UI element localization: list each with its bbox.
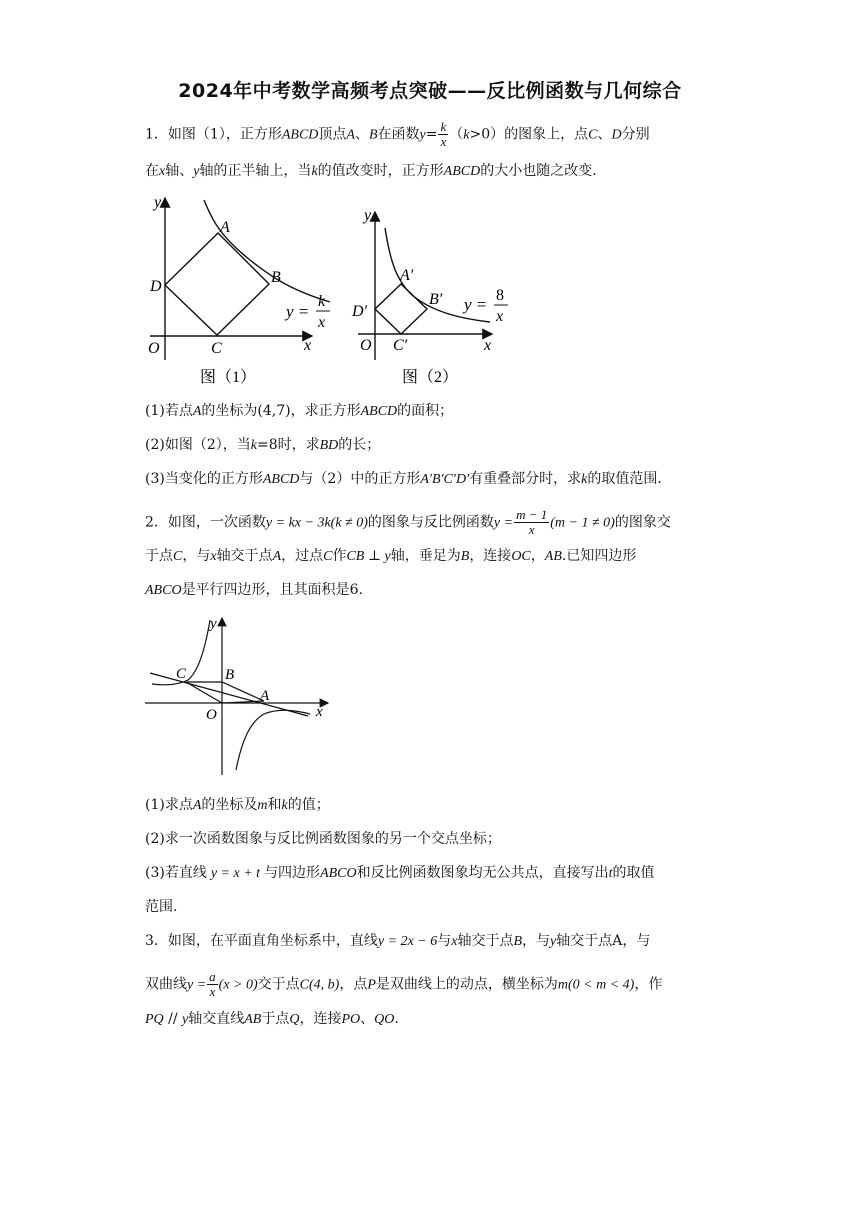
text-span: 3． (145, 933, 168, 949)
text-span: QO (374, 1012, 395, 1027)
text-span: 和反比例函数图象均无公共点，直接写出 (356, 865, 609, 881)
fig2-point-d: D′ (352, 303, 368, 320)
q2-part-3 (145, 864, 655, 883)
figure-2 (350, 200, 520, 390)
text-span: 的坐标及 (201, 797, 258, 813)
text-span: 与 (437, 933, 452, 949)
text-span: 轴、 (165, 163, 194, 179)
fig1-point-b: B (271, 269, 281, 286)
text-span: 的大小也随之改变. (480, 163, 597, 179)
text-span: k (281, 798, 288, 813)
text-span: ABCD (443, 164, 481, 179)
text-span: （ (449, 126, 464, 143)
text-span: AB (244, 1012, 262, 1027)
text-span: 于点 (261, 1011, 290, 1027)
text-span: 和 (267, 797, 282, 813)
fig-q2-x-label: x (316, 704, 323, 720)
fig2-x-label: x (484, 337, 492, 354)
text-span: y (419, 127, 426, 143)
fig-q2-point-a: A (260, 688, 270, 704)
text-span: ，连接 (469, 548, 512, 564)
text-span: OC (511, 549, 531, 564)
text-span: k (311, 164, 318, 179)
text-span: (m − 1 ≠ 0) (550, 515, 615, 531)
text-span: 在函数 (377, 126, 420, 143)
text-span: m(0 < m < 4) (557, 977, 635, 993)
text-span: 轴交直线 (188, 1011, 245, 1027)
q2-part-3-cont (145, 898, 177, 916)
text-span: 的图象与反比例函数 (367, 514, 494, 531)
text-span: =8时，求 (256, 437, 320, 453)
text-span: 是双曲线上的动点，横坐标为 (375, 976, 558, 993)
fig2-point-a: A′ (400, 267, 414, 284)
fig-q2-origin-label: O (206, 707, 217, 723)
fig1-x-label: x (304, 337, 312, 354)
text-span: >0）的图象上，点 (469, 126, 589, 143)
text-span: 如图（1），正方形 (167, 126, 282, 143)
text-span: 的长； (338, 437, 381, 453)
text-span: 、 (360, 1011, 375, 1027)
text-span: 轴交于点 (457, 933, 514, 949)
text-span: CB ⊥ y (346, 549, 391, 564)
fig1-point-c: C (211, 340, 222, 357)
text-span: k (440, 119, 447, 134)
text-span: 、 (597, 126, 612, 143)
text-span: C (323, 549, 333, 564)
q1-line-1 (145, 120, 650, 149)
figure-1 (140, 190, 340, 390)
q2-line-3 (145, 581, 363, 600)
text-span: 分别 (621, 126, 650, 143)
text-span: B (368, 127, 378, 143)
text-span: y (182, 1012, 189, 1027)
text-span: B (460, 549, 470, 564)
text-span: 在 (145, 163, 159, 179)
text-span: 轴交于点 (216, 548, 273, 564)
text-span: ，点 (339, 976, 368, 993)
fig1-y-label: y (154, 194, 162, 211)
text-span: ，连接 (299, 1011, 342, 1027)
text-span: ，与 (182, 548, 211, 564)
text-span: ，与 (622, 933, 651, 949)
fig1-point-d: D (150, 278, 162, 295)
text-span: . (394, 1011, 399, 1027)
text-span: 如图，一次函数 (167, 514, 266, 531)
text-span: A (346, 127, 355, 143)
q3-line-2 (145, 970, 662, 999)
text-span: (x > 0) (218, 977, 258, 993)
text-span: // (163, 1011, 183, 1027)
text-span: P (367, 977, 376, 993)
text-span: C (173, 549, 183, 564)
text-span: k (463, 127, 470, 143)
text-span: C (588, 127, 598, 143)
text-span: 范围. (145, 899, 178, 915)
fig1-func-den: x (318, 314, 326, 331)
fraction-a-over-x (207, 970, 218, 999)
text-span: 于点 (145, 548, 173, 564)
text-span: 1． (145, 126, 168, 143)
text-span: 的取值范围. (587, 471, 662, 487)
text-span: (2)求一次函数图象与反比例函数图象的另一个交点坐标； (145, 831, 501, 847)
text-span: y (550, 934, 557, 949)
text-span: 的面积； (397, 403, 454, 419)
text-span: AB (544, 549, 562, 564)
text-span: 轴交于点 (556, 933, 613, 949)
text-span: y = (493, 515, 514, 531)
fraction-k-over-x (438, 120, 448, 149)
text-span: 的取值 (612, 865, 655, 881)
text-span: A (192, 798, 202, 813)
fig2-func-den: x (496, 308, 504, 325)
fig-q2-y-label: y (210, 616, 217, 632)
text-span: BD (319, 438, 339, 453)
text-span: (2)如图（2），当 (145, 437, 251, 453)
text-span: 6 (349, 582, 359, 598)
text-span: .已知四边形 (561, 548, 637, 564)
text-span: . (358, 582, 363, 598)
text-span: k (581, 472, 588, 487)
text-span: x (440, 134, 447, 149)
text-span: = (425, 126, 438, 143)
text-span: D (611, 127, 622, 143)
q1-part-1 (145, 402, 453, 421)
text-span: (3)当变化的正方形 (145, 471, 263, 487)
text-span: A (612, 933, 623, 949)
document-title: 2024年中考数学高频考点突破——反比例函数与几何综合 (178, 80, 682, 102)
fig2-y-label: y (364, 207, 372, 224)
text-span: 是平行四边形，且其面积是 (181, 582, 350, 598)
text-span: 作 (332, 548, 347, 564)
fig2-origin-label: O (360, 337, 372, 354)
text-span: y (193, 164, 200, 179)
q1-part-2 (145, 436, 380, 455)
text-span: ，与 (522, 933, 551, 949)
text-span: m − 1 (516, 507, 548, 522)
fig2-caption: 图（2） (402, 369, 459, 386)
text-span: 有重叠部分时，求 (469, 471, 582, 487)
text-span: (k ≠ 0) (330, 515, 368, 531)
text-span: ABCO (145, 583, 182, 598)
text-span: m (257, 798, 268, 813)
text-span: 的值改变时，正方形 (317, 163, 444, 179)
q2-part-2 (145, 830, 501, 848)
text-span: x (451, 934, 458, 949)
text-span: A (192, 404, 202, 419)
fig1-caption: 图（1） (200, 369, 257, 386)
text-span: 轴的正半轴上，当 (199, 163, 312, 179)
text-span: t (608, 866, 613, 881)
text-span: 的图象交 (614, 514, 671, 531)
text-span: ，过点 (281, 548, 324, 564)
text-span: y = (187, 977, 207, 993)
text-span: ABCD (262, 472, 300, 487)
text-span: 与四边形 (264, 865, 321, 881)
fig1-point-a: A (220, 219, 230, 236)
text-span: ABCD (360, 404, 398, 419)
q3-line-1 (145, 932, 650, 951)
text-span: 的坐标为(4,7)，求正方形 (201, 403, 361, 419)
text-span: 交于点 (257, 976, 300, 993)
text-span: y = kx − 3k (265, 515, 331, 531)
q2-line-1 (145, 508, 671, 537)
text-span: 、 (354, 126, 369, 143)
text-span: x (159, 164, 166, 179)
text-span: 双曲线 (145, 976, 187, 993)
figure-q2 (140, 610, 340, 780)
text-span: 顶点 (318, 126, 347, 143)
text-span: A′B′C′D′ (420, 472, 470, 487)
text-span: ABCD (281, 127, 319, 143)
text-span: a (209, 969, 216, 984)
fig2-func-num: 8 (496, 287, 504, 304)
text-span: PO (341, 1012, 361, 1027)
text-span: x (528, 522, 535, 537)
text-span: x (210, 549, 217, 564)
text-span: (1)若点 (145, 403, 193, 419)
text-span: C(4, b) (299, 977, 340, 993)
fig-q2-point-c: C (176, 666, 187, 682)
fig-q2-point-b: B (225, 667, 235, 683)
fig1-origin-label: O (148, 340, 160, 357)
text-span: 的值； (287, 797, 330, 813)
text-span: k (250, 438, 257, 453)
q1-line-2 (145, 162, 597, 181)
text-span: x (209, 984, 216, 999)
fig1-func-num: k (318, 293, 326, 310)
fig1-func-y: y = (286, 302, 310, 321)
text-span: 2． (145, 514, 168, 531)
q3-line-3 (145, 1010, 399, 1029)
text-span: 与（2）中的正方形 (299, 471, 421, 487)
text-span: Q (289, 1012, 300, 1027)
text-span: y = x + t (210, 866, 261, 881)
q1-part-3 (145, 470, 662, 489)
text-span: (3)若直线 (145, 865, 207, 881)
q2-line-2 (145, 547, 636, 566)
text-span: ABCO (320, 866, 357, 881)
q2-part-1 (145, 796, 330, 815)
fig2-point-c: C′ (393, 337, 408, 354)
text-span: ， (530, 548, 545, 564)
text-span: A (272, 549, 282, 564)
fraction-m-minus-1-over-x (514, 508, 549, 537)
fig2-point-b: B′ (429, 291, 443, 308)
fig2-func-y: y = (464, 295, 488, 314)
text-span: ，作 (634, 976, 663, 993)
text-span: B (513, 934, 523, 949)
text-span: PQ (145, 1012, 164, 1027)
text-span: (1)求点 (145, 797, 193, 813)
text-span: y = 2x − 6 (377, 934, 438, 949)
text-span: 如图，在平面直角坐标系中，直线 (167, 933, 378, 949)
text-span: 轴，垂足为 (390, 548, 461, 564)
